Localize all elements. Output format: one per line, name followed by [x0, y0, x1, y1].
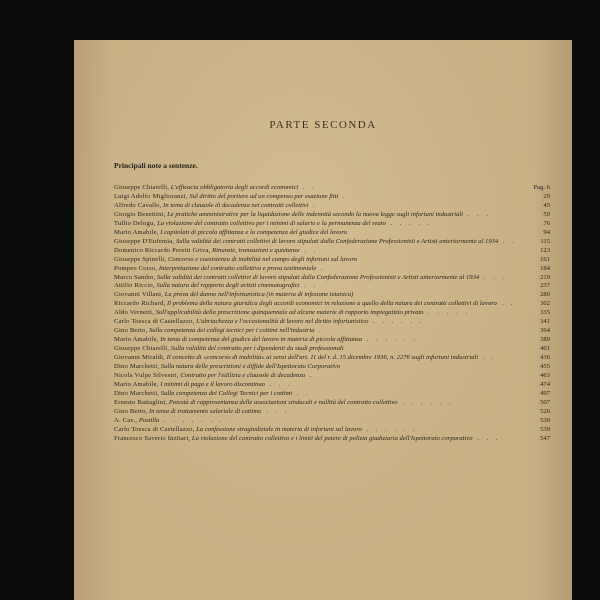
- index-entry: [114, 435, 550, 444]
- entry-page-number: 507: [540, 398, 550, 406]
- entry-page-number: 76: [543, 219, 550, 227]
- entry-author: Giovanni Villani,: [114, 291, 164, 299]
- dot-leader: . . . . . .: [362, 336, 418, 344]
- entry-text: [114, 291, 524, 300]
- entry-page-number: 29: [543, 192, 550, 200]
- entry-text: [114, 184, 524, 193]
- entry-text: [114, 300, 524, 309]
- dot-leader: .: [308, 201, 318, 209]
- entry-title: Sull'applicabilità della prescrizione quinquennale ad alcune materie di rapporto impiegatizio privato: [155, 309, 424, 317]
- entry-author: Riccardo Richard,: [114, 300, 166, 308]
- entry-title: La violazione del contratto collettivo per i minimi di salario e la permanenza del reato: [157, 219, 386, 227]
- entry-author: Giuseppe Chiarelli,: [114, 184, 170, 191]
- dot-leader: . .: [478, 354, 497, 362]
- entry-title: Sulla validità del contratto per i dipendenti da studi professionali: [170, 345, 344, 353]
- entry-page-number: 455: [540, 363, 550, 371]
- entry-author: Mario Amabile,: [114, 228, 159, 236]
- dot-leader: . . .: [472, 434, 501, 442]
- entry-title: Sul diritto del portiere ad un compenso per esazione fitti: [189, 192, 339, 200]
- index-entry: [114, 238, 550, 247]
- index-entry: [114, 336, 550, 345]
- entry-title: I capitolati di piccola affittanza e la competenza del giudice del lavoro: [160, 228, 347, 236]
- index-entry: [114, 408, 550, 417]
- index-entries: [114, 184, 550, 444]
- index-entry: [114, 274, 550, 283]
- entry-title: La prova del danno nell'infortunistica (in materia di infezione tetanica): [164, 291, 354, 299]
- index-entry: [114, 417, 550, 426]
- book-page: [74, 40, 572, 600]
- index-entry: [114, 193, 550, 202]
- entry-text: [114, 327, 524, 336]
- entry-text: [114, 274, 524, 283]
- index-entry: [114, 291, 550, 300]
- entry-title: Interpretazione del contratto collettivo e prova testimoniale: [158, 264, 317, 272]
- index-entry: [114, 318, 550, 327]
- index-entry: [114, 381, 550, 390]
- entry-title: I minimi di paga e il lavoro discontinuo: [160, 380, 265, 388]
- index-entry: [114, 354, 550, 363]
- entry-page-number: 526: [540, 407, 550, 415]
- dot-leader: . .: [496, 300, 516, 308]
- entry-title: La confessione stragiudiziale in materia di infortuni sul lavoro: [196, 425, 362, 433]
- entry-text: [114, 390, 524, 399]
- entry-author: Giuseppe Chiarelli,: [114, 345, 170, 353]
- entry-text: [114, 399, 524, 408]
- index-entry: [114, 327, 550, 336]
- entry-author: Luigi Adolfo Miglioranzi,: [114, 192, 188, 200]
- entry-page-number: 237: [540, 282, 550, 290]
- entry-page-number: 341: [540, 318, 550, 326]
- entry-page-number: 123: [540, 246, 550, 254]
- entry-text: [114, 309, 524, 318]
- entry-title: Sulla validità dei contratti collettivi di lavoro stipulati dalla Confederazione Professionisti e Artisti anteriormente al 1934: [175, 237, 499, 245]
- index-entry: [114, 247, 550, 256]
- index-entry: [114, 390, 550, 399]
- dot-leader: . . . . .: [385, 219, 433, 227]
- entry-text: [114, 282, 524, 291]
- entry-page-number: 184: [540, 264, 550, 272]
- entry-page-number: 115: [540, 237, 550, 245]
- entry-page-number: 401: [540, 345, 550, 353]
- dot-leader: .: [305, 372, 315, 380]
- entry-author: Dino Marchetti,: [114, 389, 160, 397]
- entry-page-number: 280: [540, 291, 550, 299]
- entry-author: Marco Sambo,: [114, 273, 156, 281]
- entry-title: La violazione del contratto collettivo e i limiti del potere di polizia giudiziaria dell'Ispettorato corporativo: [191, 434, 473, 442]
- entry-text: [114, 193, 524, 202]
- dot-leader: . . .: [264, 380, 293, 388]
- entry-text: [114, 229, 524, 238]
- dot-leader: . . .: [479, 273, 508, 281]
- entry-text: [114, 381, 524, 390]
- entry-author: Gino Berto,: [114, 407, 148, 415]
- entry-author: Gino Berto,: [114, 327, 148, 335]
- entry-page-number: 474: [540, 380, 550, 388]
- index-entry: [114, 363, 550, 372]
- entry-author: Giuseppe Spinelli,: [114, 255, 167, 263]
- section-heading: Principali note a sentenze.: [114, 161, 198, 170]
- dot-leader: .: [338, 192, 348, 200]
- dot-leader: . . . . . .: [368, 318, 425, 326]
- dot-leader: . .: [299, 282, 319, 290]
- entry-text: [114, 247, 524, 256]
- entry-title: Le pratiche amministrative per la liquidazione delle indennità secondo la nuova legge sugli infortuni industriali: [167, 210, 464, 218]
- entry-title: Potestà di rappresentanza delle associazioni sindacali e nullità del contratto collettivo: [168, 398, 398, 406]
- index-entry: [114, 309, 550, 318]
- entry-page-number: 547: [540, 434, 550, 442]
- entry-page-number: 364: [540, 327, 550, 335]
- entry-author: Francesco Saverio Inzitari,: [114, 434, 191, 442]
- index-entry: [114, 282, 550, 291]
- entry-title: Sulla natura del rapporto degli artisti cinematografici: [156, 282, 300, 290]
- entry-author: Domenico Riccardo Peretti Griva,: [114, 246, 211, 254]
- index-entry: [114, 202, 550, 211]
- entry-page-number: 94: [543, 228, 550, 236]
- entry-page-number: 219: [540, 273, 550, 281]
- entry-text: [114, 318, 524, 327]
- index-entry: [114, 184, 550, 193]
- entry-page-number: 530: [540, 416, 550, 424]
- index-entry: [114, 399, 550, 408]
- entry-author: A. Cav.,: [114, 416, 138, 424]
- entry-text: [114, 417, 524, 426]
- index-entry: [114, 229, 550, 238]
- entry-text: [114, 265, 524, 274]
- entry-author: Nicola Vulpe Silvestri,: [114, 372, 179, 380]
- entry-author: Carlo Toesca di Castellazzo,: [114, 318, 195, 326]
- entry-title: Sulla natura delle prescrizioni e diffide dell'Ispettorato Corporativo: [160, 363, 341, 371]
- entry-text: [114, 256, 524, 265]
- entry-text: [114, 202, 524, 211]
- entry-page-number: 45: [543, 201, 550, 209]
- entry-title: Sulla competenza dei Collegi Tecnici per i cottimi: [160, 389, 293, 397]
- entry-author: Giuseppe D'Eufemia,: [114, 237, 175, 245]
- dot-leader: . . .: [463, 210, 491, 218]
- index-entry: [114, 300, 550, 309]
- entry-title: Il problema della natura giuridica degli accordi economici in relazione a quello della natura dei contratti collettivi di lavoro: [167, 300, 497, 308]
- entry-author: Carlo Toesca di Castellazzo,: [114, 425, 195, 433]
- entry-text: [114, 238, 524, 247]
- dot-leader: . .: [298, 184, 317, 191]
- entry-page-number: 161: [540, 255, 550, 263]
- index-entry: [114, 220, 550, 229]
- index-entry: [114, 426, 550, 435]
- entry-author: Ernesto Battaglini,: [114, 398, 168, 406]
- dot-leader: . . . . . . .: [159, 416, 225, 424]
- entry-text: [114, 211, 524, 220]
- entry-title: Rinunzie, transazioni e quietanze: [212, 246, 300, 254]
- entry-author: Tullio Delogu,: [114, 219, 156, 227]
- entry-title: L'efficacia obbligatoria degli accordi economici: [170, 184, 299, 191]
- dot-leader: . .: [292, 389, 311, 397]
- entry-text: [114, 336, 524, 345]
- entry-text: [114, 363, 524, 372]
- entry-title: In tema di trattamento salariale di cottimo: [149, 407, 262, 415]
- entry-title: Postilla: [138, 416, 160, 424]
- entry-author: Attilio Riccio,: [114, 282, 155, 290]
- entry-author: Aldo Vernetti,: [114, 309, 155, 317]
- index-entry: [114, 265, 550, 274]
- entry-title: L'ubriachezza e l'occasionalità di lavoro nel diritto infortunistico: [196, 318, 369, 326]
- entry-page-number: 436: [540, 354, 550, 362]
- entry-title: Il concetto di «concorso di inabilità» ai sensi dell'art. 11 del r. d. 15 dicembre 1936, n. 2276 sugli infortuni industriali: [166, 354, 479, 362]
- dot-leader: . .: [498, 237, 517, 245]
- dot-leader: .: [316, 264, 326, 272]
- entry-title: Contratto per l'edilizia e clausole di decadenza: [180, 372, 306, 380]
- index-entry: [114, 211, 550, 220]
- entry-text: [114, 426, 524, 435]
- entry-text: [114, 435, 524, 444]
- entry-text: [114, 220, 524, 229]
- entry-text: [114, 408, 524, 417]
- entry-text: [114, 354, 524, 363]
- entry-page-number: 463: [540, 372, 550, 380]
- entry-author: Dino Marchetti,: [114, 363, 160, 371]
- entry-page-number: Pag. 6: [533, 184, 550, 191]
- index-entry: [114, 345, 550, 354]
- dot-leader: . . .: [261, 407, 290, 415]
- index-entry: [114, 256, 550, 265]
- part-title: PARTE SECONDA: [269, 119, 377, 131]
- entry-author: Alfredo Cavallo,: [114, 201, 162, 209]
- entry-page-number: 59: [543, 210, 550, 218]
- entry-author: Mario Amabile,: [114, 336, 159, 344]
- dot-leader: . . . . . .: [361, 425, 418, 433]
- entry-page-number: 497: [540, 389, 550, 397]
- entry-title: In tema di competenza del giudice del lavoro in materia di piccola affittanza: [160, 336, 363, 344]
- entry-title: Concorso e coesistenza di inabilità nel campo degli infortuni sul lavoro: [167, 255, 358, 263]
- entry-author: Giovanni Miraldi,: [114, 354, 166, 362]
- entry-author: Giorgio Benettini,: [114, 210, 166, 218]
- entry-title: Sulla competenza dei collegi tecnici per i cottimi nell'industria: [149, 327, 315, 335]
- dot-leader: . .: [299, 246, 319, 254]
- entry-title: In tema di clausole di decadenza nei contratti collettivi: [163, 201, 309, 209]
- entry-page-number: 302: [540, 300, 550, 308]
- entry-text: [114, 372, 524, 381]
- entry-page-number: 539: [540, 425, 550, 433]
- entry-page-number: 335: [540, 309, 550, 317]
- dot-leader: . . . . . .: [397, 398, 454, 406]
- entry-author: Pompeo Corso,: [114, 264, 158, 272]
- index-entry: [114, 372, 550, 381]
- entry-title: Sulla validità dei contratti collettivi di lavoro stipulati dalla Confederazione Professionisti e Artisti anteriormente al 1934: [156, 273, 480, 281]
- dot-leader: . . . . .: [423, 309, 471, 317]
- entry-author: Mario Amabile,: [114, 380, 159, 388]
- entry-text: [114, 345, 524, 354]
- dot-leader: .: [314, 327, 324, 335]
- entry-page-number: 389: [540, 336, 550, 344]
